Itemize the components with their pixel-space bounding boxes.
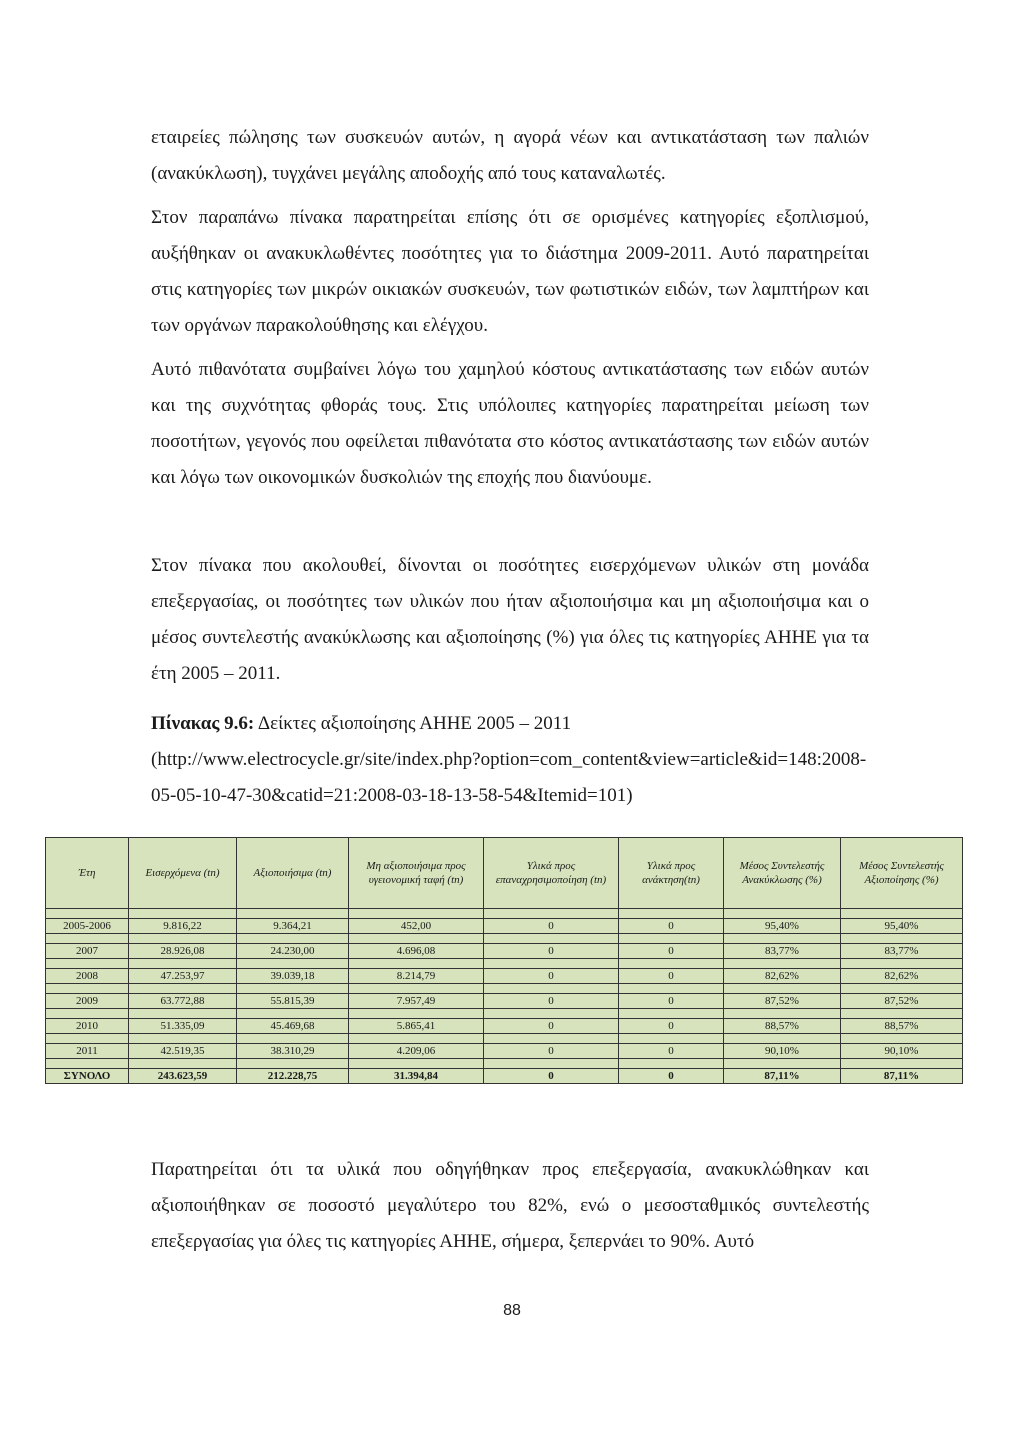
- table-cell: 2009: [46, 994, 129, 1009]
- spacer-cell: [46, 984, 129, 994]
- table-cell: 0: [619, 994, 724, 1009]
- spacer-cell: [841, 1059, 963, 1069]
- spacer-cell: [619, 1059, 724, 1069]
- spacer-cell: [237, 959, 349, 969]
- table-cell: 82,62%: [841, 969, 963, 984]
- table-row: [46, 944, 963, 959]
- table-body: [46, 909, 963, 1084]
- spacer-cell: [841, 934, 963, 944]
- table-cell: 8.214,79: [349, 969, 484, 984]
- table-spacer-row: [46, 909, 963, 919]
- header-usable: Αξιοποιήσιμα (tn): [237, 838, 349, 909]
- table-cell: 87,11%: [841, 1069, 963, 1084]
- spacer-cell: [129, 1034, 237, 1044]
- spacer-cell: [237, 909, 349, 919]
- spacer-cell: [46, 1009, 129, 1019]
- spacer-cell: [724, 1009, 841, 1019]
- data-table: [45, 837, 963, 1084]
- table-cell: 88,57%: [841, 1019, 963, 1034]
- table-cell: 2008: [46, 969, 129, 984]
- spacer-cell: [129, 959, 237, 969]
- table-cell: 24.230,00: [237, 944, 349, 959]
- spacer-cell: [619, 1009, 724, 1019]
- header-reuse: Υλικά προς επαναχρησιμοποίηση (tn): [484, 838, 619, 909]
- spacer-cell: [46, 959, 129, 969]
- spacer-cell: [349, 909, 484, 919]
- spacer-cell: [724, 1059, 841, 1069]
- table-cell: 63.772,88: [129, 994, 237, 1009]
- caption-text: Δείκτες αξιοποίησης ΑΗΗΕ 2005 – 2011: [254, 713, 572, 734]
- spacer-cell: [129, 1009, 237, 1019]
- spacer-cell: [46, 909, 129, 919]
- table-cell: 87,52%: [841, 994, 963, 1009]
- table-cell: 2011: [46, 1044, 129, 1059]
- spacer-cell: [619, 1034, 724, 1044]
- spacer-cell: [724, 959, 841, 969]
- table-cell: 42.519,35: [129, 1044, 237, 1059]
- spacer-cell: [46, 934, 129, 944]
- paragraph-4: Στον πίνακα που ακολουθεί, δίνονται οι ποσότητες εισερχόμενων υλικών στη μονάδα επεξεργασίας, οι ποσότητες των υλικών που ήταν αξιοποιήσιμα και μη αξιοποιήσιμα και ο μέσος συντελεστής ανακύκλωσης και αξιοποίησης (%) για όλες τις κατηγορίες ΑΗΗΕ για τα έτη 2005 – 2011.: [151, 555, 869, 684]
- table-cell: 0: [619, 969, 724, 984]
- table-cell: 2007: [46, 944, 129, 959]
- table-cell: 4.209,06: [349, 1044, 484, 1059]
- table-cell: 95,40%: [724, 919, 841, 934]
- table-header-row: [46, 838, 963, 909]
- spacer-cell: [46, 1034, 129, 1044]
- header-recovery: Υλικά προς ανάκτηση(tn): [619, 838, 724, 909]
- caption-source: (http://www.electrocycle.gr/site/index.php?option=com_content&view=article&id=148:2008-05-05-10-47-30&catid=21:2008-03-18-13-58-54&Itemid=101): [151, 749, 867, 806]
- page-number: 88: [503, 1302, 521, 1319]
- spacer-cell: [484, 984, 619, 994]
- table-cell: 95,40%: [841, 919, 963, 934]
- table-total-row: [46, 1069, 963, 1084]
- spacer-cell: [237, 934, 349, 944]
- table-cell: 0: [484, 994, 619, 1009]
- table-cell: 0: [619, 944, 724, 959]
- table-spacer-row: [46, 1009, 963, 1019]
- spacer-cell: [237, 984, 349, 994]
- table-row: [46, 919, 963, 934]
- spacer-cell: [129, 984, 237, 994]
- table-cell: 2010: [46, 1019, 129, 1034]
- table-cell: 452,00: [349, 919, 484, 934]
- header-recycling-rate: Μέσος Συντελεστής Ανακύκλωσης (%): [724, 838, 841, 909]
- spacer-cell: [619, 959, 724, 969]
- spacer-cell: [237, 1034, 349, 1044]
- table-cell: 5.865,41: [349, 1019, 484, 1034]
- table-cell: 39.039,18: [237, 969, 349, 984]
- spacer-cell: [129, 909, 237, 919]
- table-cell: 0: [484, 1019, 619, 1034]
- table-cell: 2005-2006: [46, 919, 129, 934]
- header-incoming: Εισερχόμενα (tn): [129, 838, 237, 909]
- table-cell: 9.364,21: [237, 919, 349, 934]
- paragraph-2: Στον παραπάνω πίνακα παρατηρείται επίσης ότι σε ορισμένες κατηγορίες εξοπλισμού, αυξήθηκαν οι ανακυκλωθέντες ποσότητες για το διάστημα 2009-2011. Αυτό παρατηρείται στις κατηγορίες των μικρών οικιακών συσκευών, των φωτιστικών ειδών, των λαμπτήρων και των οργάνων παρακολούθησης και ελέγχου.: [151, 207, 869, 336]
- spacer-cell: [237, 1059, 349, 1069]
- spacer-cell: [484, 959, 619, 969]
- spacer-cell: [484, 1009, 619, 1019]
- header-utilization-rate: Μέσος Συντελεστής Αξιοποίησης (%): [841, 838, 963, 909]
- spacer-cell: [724, 984, 841, 994]
- spacer-cell: [484, 934, 619, 944]
- table-cell: ΣΥΝΟΛΟ: [46, 1069, 129, 1084]
- table-cell: 0: [619, 1044, 724, 1059]
- table-cell: 90,10%: [724, 1044, 841, 1059]
- spacer-cell: [619, 909, 724, 919]
- table-spacer-row: [46, 959, 963, 969]
- table-cell: 51.335,09: [129, 1019, 237, 1034]
- spacer-cell: [619, 934, 724, 944]
- spacer-cell: [349, 1059, 484, 1069]
- spacer-cell: [484, 1059, 619, 1069]
- paragraph-3: Αυτό πιθανότατα συμβαίνει λόγω του χαμηλού κόστους αντικατάστασης των ειδών αυτών και της συχνότητας φθοράς τους. Στις υπόλοιπες κατηγορίες παρατηρείται μείωση των ποσοτήτων, γεγονός που οφείλεται πιθανότατα στο κόστος αντικατάστασης των ειδών αυτών και λόγω των οικονομικών δυσκολιών της εποχής που διανύουμε.: [151, 359, 869, 488]
- table-cell: 0: [484, 969, 619, 984]
- table-cell: 55.815,39: [237, 994, 349, 1009]
- table-cell: 0: [484, 944, 619, 959]
- table-cell: 87,11%: [724, 1069, 841, 1084]
- table-row: [46, 1044, 963, 1059]
- spacer-cell: [841, 1009, 963, 1019]
- table-cell: 47.253,97: [129, 969, 237, 984]
- caption-label: Πίνακας 9.6:: [151, 713, 255, 734]
- table-cell: 4.696,08: [349, 944, 484, 959]
- table-cell: 9.816,22: [129, 919, 237, 934]
- table-cell: 0: [484, 919, 619, 934]
- table-cell: 0: [484, 1044, 619, 1059]
- spacer-cell: [841, 909, 963, 919]
- table-spacer-row: [46, 984, 963, 994]
- spacer-cell: [349, 984, 484, 994]
- spacer-cell: [484, 1034, 619, 1044]
- table-cell: 243.623,59: [129, 1069, 237, 1084]
- table-cell: 87,52%: [724, 994, 841, 1009]
- spacer-cell: [349, 1034, 484, 1044]
- table-row: [46, 969, 963, 984]
- table-row: [46, 994, 963, 1009]
- spacer-cell: [237, 1009, 349, 1019]
- header-years: Έτη: [46, 838, 129, 909]
- spacer-cell: [129, 934, 237, 944]
- spacer-cell: [349, 934, 484, 944]
- table-cell: 212.228,75: [237, 1069, 349, 1084]
- table-cell: 88,57%: [724, 1019, 841, 1034]
- table-spacer-row: [46, 934, 963, 944]
- paragraph-5: Παρατηρείται ότι τα υλικά που οδηγήθηκαν προς επεξεργασία, ανακυκλώθηκαν και αξιοποιήθηκαν σε ποσοστό μεγαλύτερο του 82%, ενώ ο μεσοσταθμικός συντελεστής επεξεργασίας για όλες τις κατηγορίες ΑΗΗΕ, σήμερα, ξεπερνάει το 90%. Αυτό: [151, 1159, 869, 1252]
- table-cell: 0: [484, 1069, 619, 1084]
- table-cell: 28.926,08: [129, 944, 237, 959]
- table-cell: 38.310,29: [237, 1044, 349, 1059]
- table-cell: 90,10%: [841, 1044, 963, 1059]
- table-cell: 7.957,49: [349, 994, 484, 1009]
- spacer-cell: [724, 1034, 841, 1044]
- spacer-cell: [841, 959, 963, 969]
- table-cell: 0: [619, 1019, 724, 1034]
- table-spacer-row: [46, 1059, 963, 1069]
- table-cell: 45.469,68: [237, 1019, 349, 1034]
- table-cell: 31.394,84: [349, 1069, 484, 1084]
- spacer-cell: [46, 1059, 129, 1069]
- spacer-cell: [349, 959, 484, 969]
- table-cell: 0: [619, 1069, 724, 1084]
- spacer-cell: [724, 909, 841, 919]
- table-row: [46, 1019, 963, 1034]
- spacer-cell: [619, 984, 724, 994]
- paragraph-1: εταιρείες πώλησης των συσκευών αυτών, η αγορά νέων και αντικατάσταση των παλιών (ανακύκλωση), τυγχάνει μεγάλης αποδοχής από τους καταναλωτές.: [151, 127, 869, 184]
- table-caption: [151, 706, 891, 742]
- spacer-cell: [129, 1059, 237, 1069]
- header-non-usable: Μη αξιοποιήσιμα προς υγειονομική ταφή (tn): [349, 838, 484, 909]
- table-cell: 83,77%: [724, 944, 841, 959]
- spacer-cell: [724, 934, 841, 944]
- table-cell: 0: [619, 919, 724, 934]
- table-spacer-row: [46, 1034, 963, 1044]
- table-cell: 83,77%: [841, 944, 963, 959]
- spacer-cell: [349, 1009, 484, 1019]
- spacer-cell: [484, 909, 619, 919]
- spacer-cell: [841, 1034, 963, 1044]
- table-cell: 82,62%: [724, 969, 841, 984]
- spacer-cell: [841, 984, 963, 994]
